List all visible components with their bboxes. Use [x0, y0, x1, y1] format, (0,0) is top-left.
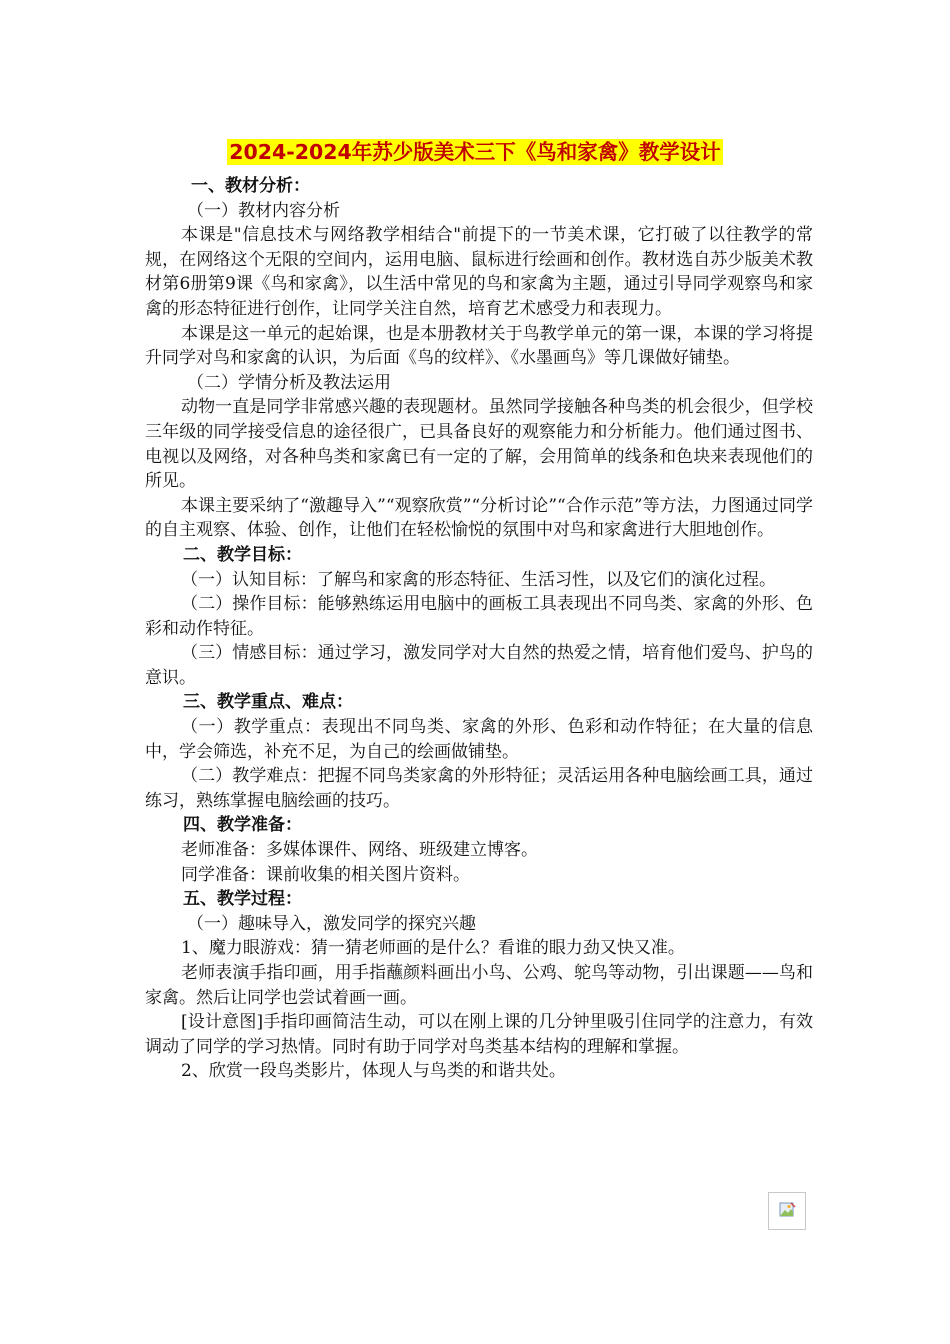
title-container	[0, 139, 950, 165]
paragraph: [设计意图]手指印画简洁生动，可以在刚上课的几分钟里吸引住同学的注意力，有效调动了同学的学习热情。同时有助于同学对鸟类基本结构的理解和掌握。	[145, 1012, 813, 1057]
broken-image-icon	[768, 1192, 806, 1230]
subheading-5-1: （一）趣味导入，激发同学的探究兴趣	[187, 913, 476, 934]
paragraph: （三）情感目标：通过学习，激发同学对大自然的热爱之情，培育他们爱鸟、护鸟的意识。	[145, 643, 813, 688]
paragraph: （二）教学难点：把握不同鸟类家禽的外形特征；灵活运用各种电脑绘画工具，通过练习，熟练掌握电脑绘画的技巧。	[145, 766, 813, 811]
paragraph: 老师表演手指印画，用手指蘸颜料画出小鸟、公鸡、鸵鸟等动物，引出课题——鸟和家禽。然后让同学也尝试着画一画。	[145, 963, 813, 1008]
paragraph: 老师准备：多媒体课件、网络、班级建立博客。	[181, 840, 538, 861]
subheading-1-1: （一）教材内容分析	[187, 200, 340, 221]
paragraph: 本课主要采纳了“激趣导入”“观察欣赏”“分析讨论”“合作示范”等方法，力图通过同学的自主观察、体验、创作，让他们在轻松愉悦的氛围中对鸟和家禽进行大胆地创作。	[145, 495, 813, 541]
paragraph: 本课是"信息技术与网络教学相结合"前提下的一节美术课，它打破了以往教学的常规，在网络这个无限的空间内，运用电脑、鼠标进行绘画和创作。教材选自苏少版美术教材第6册第9课《鸟和家禽》，以生活中常见的鸟和家禽为主题，通过引导同学观察鸟和家禽的形态特征进行创作，让同学关注自然，培育艺术感受力和表现力。	[145, 225, 813, 319]
paragraph: 本课是这一单元的起始课，也是本册教材关于鸟教学单元的第一课，本课的学习将提升同学对鸟和家禽的认识，为后面《鸟的纹样》、《水墨画鸟》等几课做好铺垫。	[145, 323, 813, 369]
subheading-1-2: （二）学情分析及教法运用	[187, 372, 391, 393]
section-heading-3: 三、教学重点、难点：	[183, 692, 353, 713]
paragraph: 1、魔力眼游戏：猜一猜老师画的是什么？看谁的眼力劲又快又准。	[181, 938, 685, 959]
paragraph: 2、欣赏一段鸟类影片，体现人与鸟类的和谐共处。	[181, 1061, 566, 1082]
paragraph: （二）操作目标：能够熟练运用电脑中的画板工具表现出不同鸟类、家禽的外形、色彩和动作特征。	[145, 594, 813, 639]
paragraph: 动物一直是同学非常感兴趣的表现题材。虽然同学接触各种鸟类的机会很少，但学校三年级的同学接受信息的途径很广，已具备良好的观察能力和分析能力。他们通过图书、电视以及网络，对各种鸟类和家禽已有一定的了解，会用简单的线条和色块来表现他们的所见。	[145, 397, 813, 492]
section-heading-2: 二、教学目标：	[183, 544, 302, 565]
document-title: 2024-2024年苏少版美术三下《鸟和家禽》教学设计	[229, 140, 721, 164]
paragraph: 同学准备：课前收集的相关图片资料。	[181, 864, 470, 885]
section-heading-1: 一、教材分析：	[191, 176, 310, 196]
document-body	[145, 174, 813, 1084]
paragraph: （一）教学重点：表现出不同鸟类、家禽的外形、色彩和动作特征；在大量的信息中，学会筛选，补充不足，为自己的绘画做铺垫。	[145, 717, 813, 762]
section-heading-5: 五、教学过程：	[183, 889, 302, 910]
section-heading-4: 四、教学准备：	[183, 815, 302, 836]
paragraph: （一）认知目标：了解鸟和家禽的形态特征、生活习性，以及它们的演化过程。	[181, 569, 776, 590]
